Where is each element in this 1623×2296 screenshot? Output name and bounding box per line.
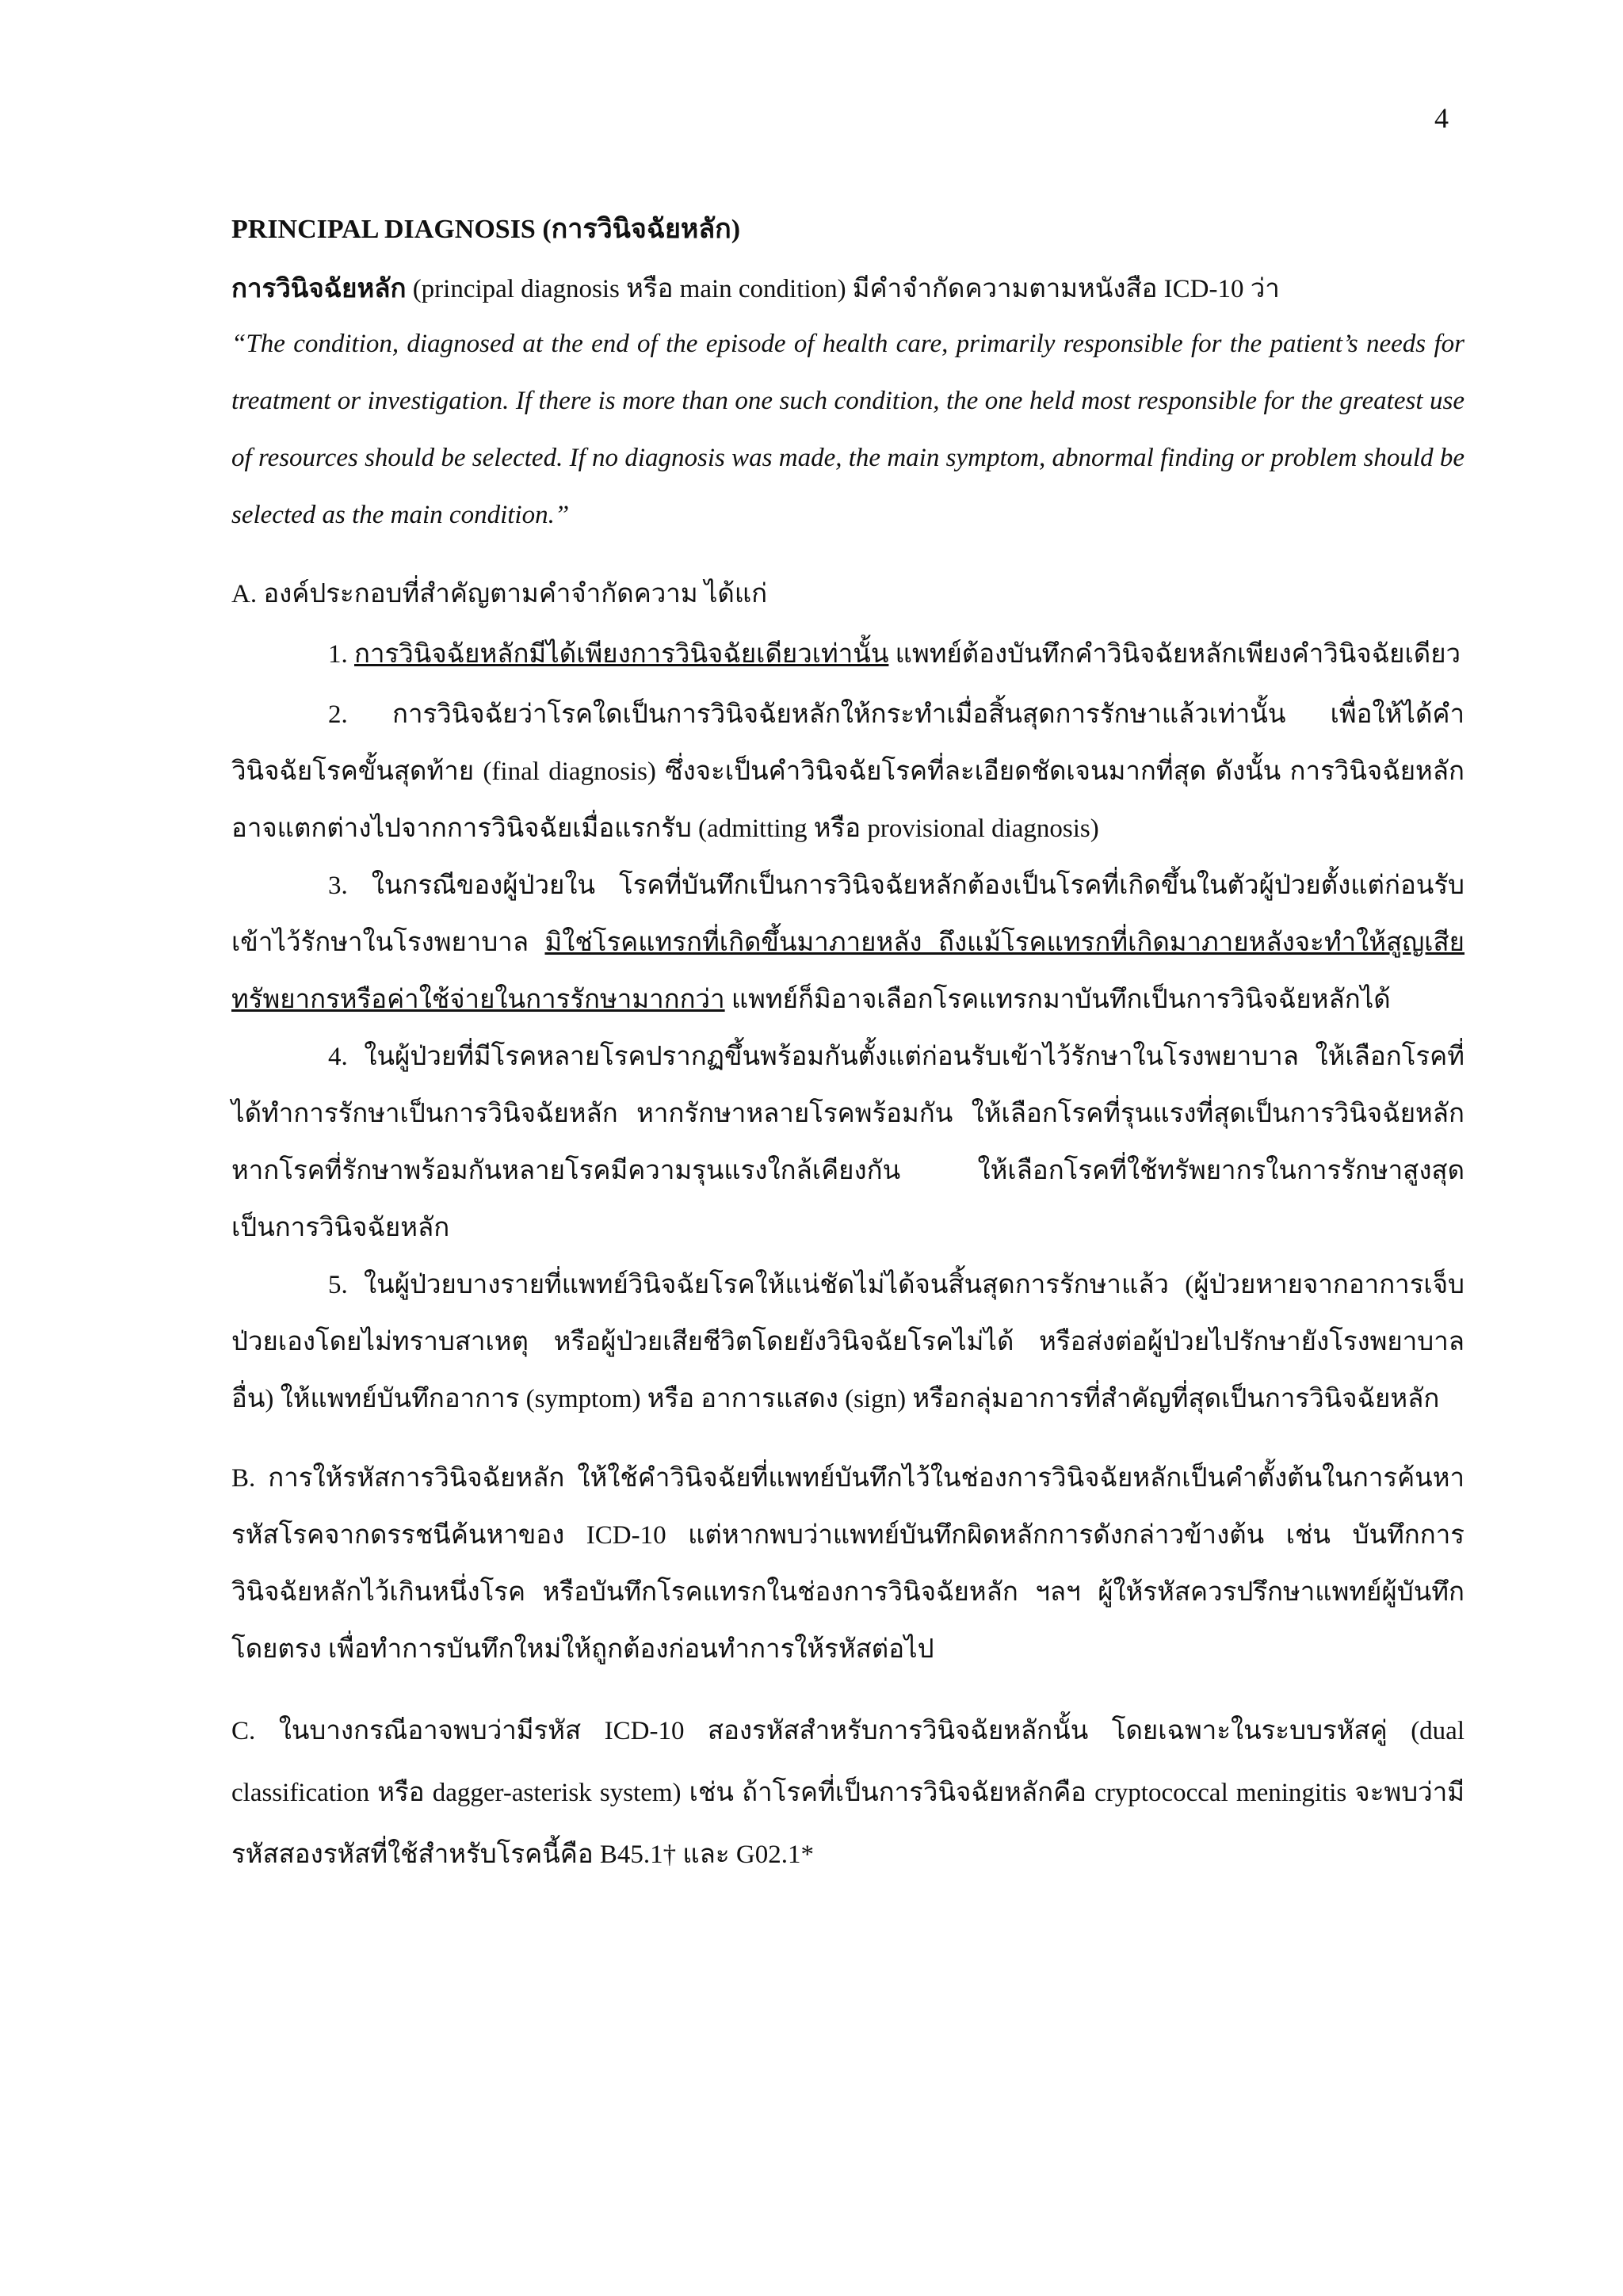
section-a-item-2: 2. การวินิจฉัยว่าโรคใดเป็นการวินิจฉัยหลักให้กระทำเมื่อสิ้นสุดการรักษาแล้วเท่านั้น เพื่อให้ได้คำวินิจฉัยโรคขั้นสุดท้าย (final diagnosis) ซึ่งจะเป็นคำวินิจฉัยโรคที่ละเอียดชัดเจนมากที่สุด ดังนั้น การวินิจฉัยหลักอาจแตกต่างไปจากการวินิจฉัยเมื่อแรกรับ (admitting หรือ provisional diagnosis) (231, 700, 1465, 843)
item-3-underlined: มิใช่โรคแทรกที่เกิดขึ้นมาภายหลัง ถึงแม้โรคแทรกที่เกิดมาภายหลังจะทำให้สูญเสียทรัพยากรหรือค่าใช้จ่ายในการรักษามากกว่า (231, 929, 1465, 1014)
item-3-text: แพทย์ก็มิอาจเลือกโรคแทรกมาบันทึกเป็นการวินิจฉัยหลักได้ (724, 986, 1391, 1014)
item-1-text: แพทย์ต้องบันทึกคำวินิจฉัยหลักเพียงคำวินิจฉัยเดียว (888, 640, 1461, 669)
section-a-item-1 (231, 623, 1465, 686)
intro-bold-term: การวินิจฉัยหลัก (231, 275, 407, 303)
section-a-item-3 (231, 857, 1465, 1028)
section-c: C. ในบางกรณีอาจพบว่ามีรหัส ICD-10 สองรหัสสำหรับการวินิจฉัยหลักนั้น โดยเฉพาะในระบบรหัสคู่ (dual classification หรือ dagger-asterisk system) เช่น ถ้าโรคที่เป็นการวินิจฉัยหลักคือ cryptococcal meningitis จะพบว่ามีรหัสสองรหัสที่ใช้สำหรับโรคนี้คือ B45.1† และ G02.1* (231, 1717, 1465, 1869)
section-b: B. การให้รหัสการวินิจฉัยหลัก ให้ใช้คำวินิจฉัยที่แพทย์บันทึกไว้ในช่องการวินิจฉัยหลักเป็นคำตั้งต้นในการค้นหารหัสโรคจากดรรชนีค้นหาของ ICD-10 แต่หากพบว่าแพทย์บันทึกผิดหลักการดังกล่าวข้างต้น เช่น บันทึกการวินิจฉัยหลักไว้เกินหนึ่งโรค หรือบันทึกโรคแทรกในช่องการวินิจฉัยหลัก ฯลฯ ผู้ให้รหัสควรปรึกษาแพทย์ผู้บันทึกโดยตรง เพื่อทำการบันทึกใหม่ให้ถูกต้องก่อนทำการให้รหัสต่อไป (231, 1464, 1465, 1664)
icd10-quote: “The condition, diagnosed at the end of the episode of health care, primarily responsible for the patient’s needs for treatment or investigation. If there is more than one such condition, the one held most responsible for the greatest use of resources should be selected. If no diagnosis was made, the main symptom, abnormal finding or problem should be selected as the main condition.” (231, 330, 1465, 529)
item-1-underlined: การวินิจฉัยหลักมีได้เพียงการวินิจฉัยเดียวเท่านั้น (354, 640, 889, 669)
page-content (231, 208, 1465, 1886)
intro-text: (principal diagnosis หรือ main condition) มีคำจำกัดความตามหนังสือ ICD-10 ว่า (406, 275, 1280, 303)
item-1-number: 1. (328, 640, 354, 669)
section-a-title: A. องค์ประกอบที่สำคัญตามคำจำกัดความ ได้แก่ (231, 580, 768, 608)
section-a-item-4: 4. ในผู้ป่วยที่มีโรคหลายโรคปรากฏขึ้นพร้อมกันตั้งแต่ก่อนรับเข้าไว้รักษาในโรงพยาบาล ให้เลือกโรคที่ได้ทำการรักษาเป็นการวินิจฉัยหลัก หากรักษาหลายโรคพร้อมกัน ให้เลือกโรคที่รุนแรงที่สุดเป็นการวินิจฉัยหลัก หากโรคที่รักษาพร้อมกันหลายโรคมีความรุนแรงใกล้เคียงกัน ให้เลือกโรคที่ใช้ทรัพยากรในการรักษาสูงสุดเป็นการวินิจฉัยหลัก (231, 1043, 1465, 1242)
section-heading: PRINCIPAL DIAGNOSIS (การวินิจฉัยหลัก) (231, 215, 741, 244)
section-a-item-5: 5. ในผู้ป่วยบางรายที่แพทย์วินิจฉัยโรคให้แน่ชัดไม่ได้จนสิ้นสุดการรักษาแล้ว (ผู้ป่วยหายจากอาการเจ็บป่วยเองโดยไม่ทราบสาเหตุ หรือผู้ป่วยเสียชีวิตโดยยังวินิจฉัยโรคไม่ได้ หรือส่งต่อผู้ป่วยไปรักษายังโรงพยาบาลอื่น) ให้แพทย์บันทึกอาการ (symptom) หรือ อาการแสดง (sign) หรือกลุ่มอาการที่สำคัญที่สุดเป็นการวินิจฉัยหลัก (231, 1271, 1465, 1413)
item-3-lead: 3. ในกรณีของผู้ป่วยใน โรคที่บันทึกเป็นการวินิจฉัยหลักต้องเป็นโรคที่เกิดขึ้นในตัวผู้ป่วยตั้งแต่ก่อนรับเข้าไว้รักษาในโรงพยาบาล (231, 871, 1465, 957)
intro-paragraph (231, 263, 1465, 315)
page-number: 4 (1434, 102, 1449, 134)
